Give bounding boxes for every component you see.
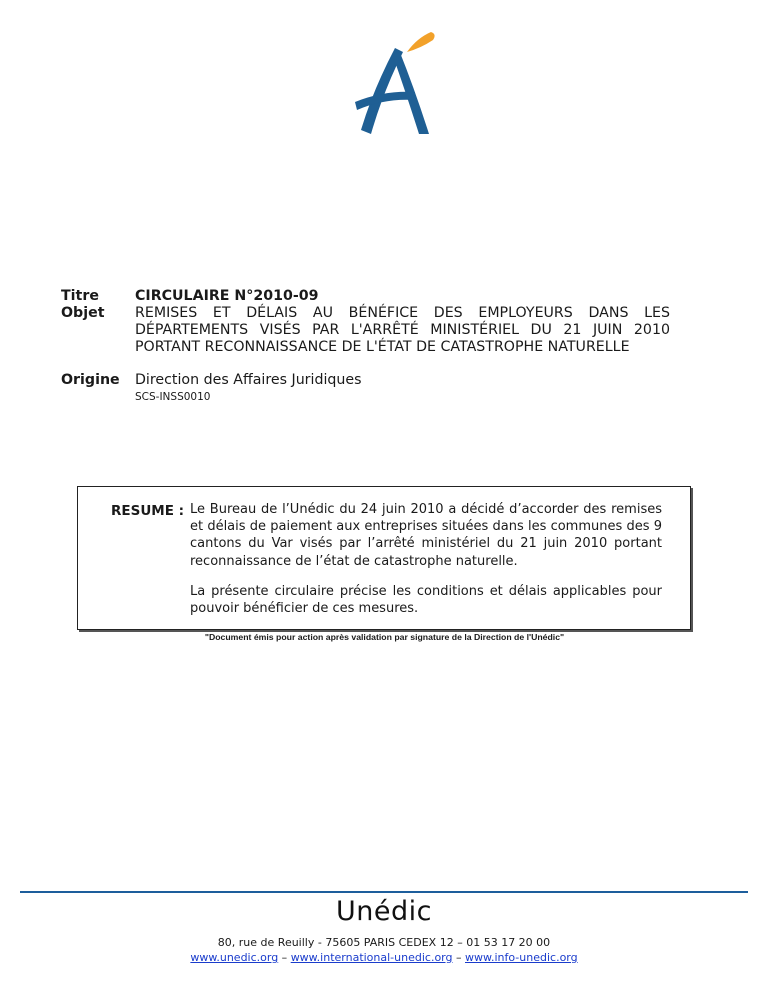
objet-label: Objet [61, 305, 105, 321]
link-separator: – [452, 951, 465, 964]
origine-label: Origine [61, 372, 120, 388]
link-info-unedic[interactable]: www.info-unedic.org [465, 951, 578, 964]
footer-brand: Unédic [336, 896, 432, 927]
footer-address: 80, rue de Reuilly - 75605 PARIS CEDEX 12 – 01 53 17 20 00 [217, 936, 551, 949]
objet-value [135, 305, 670, 356]
resume-paragraph: Le Bureau de l’Unédic du 24 juin 2010 a décidé d’accorder des remises et délais de paiement aux entreprises situées dans les communes des 9 cantons du Var visés par l’arrêté ministériel du 21 juin 2010 portant reconnaissance de l’état de catastrophe naturelle. [190, 502, 662, 569]
objet-line: PORTANT RECONNAISSANCE DE L'ÉTAT DE CATASTROPHE NATURELLE [135, 339, 630, 355]
validation-note: "Document émis pour action après validation par signature de la Direction de l'Unédic" [204, 632, 565, 642]
objet-line: REMISES ET DÉLAIS AU BÉNÉFICE DES EMPLOYEURS DANS LES [135, 305, 670, 321]
origine-value: Direction des Affaires Juridiques [135, 372, 362, 388]
objet-line: DÉPARTEMENTS VISÉS PAR L'ARRÊTÉ MINISTÉRIEL DU 21 JUIN 2010 [135, 322, 670, 338]
titre-value: CIRCULAIRE N°2010-09 [135, 288, 319, 304]
resume-box [77, 486, 691, 630]
resume-label: RESUME : [111, 503, 185, 519]
link-unedic[interactable]: www.unedic.org [190, 951, 279, 964]
logo-a-bar [355, 92, 415, 110]
link-separator: – [278, 951, 291, 964]
footer-links [0, 951, 768, 964]
titre-label: Titre [61, 288, 99, 304]
resume-paragraph: La présente circulaire précise les conditions et délais applicables pour pouvoir bénéficier de ces mesures. [190, 583, 662, 617]
logo-accent [407, 32, 435, 52]
footer-divider [20, 891, 748, 893]
unedic-logo [355, 30, 440, 138]
resume-text [190, 501, 662, 630]
link-international-unedic[interactable]: www.international-unedic.org [290, 951, 453, 964]
reference-code: SCS-INSS0010 [135, 391, 211, 403]
